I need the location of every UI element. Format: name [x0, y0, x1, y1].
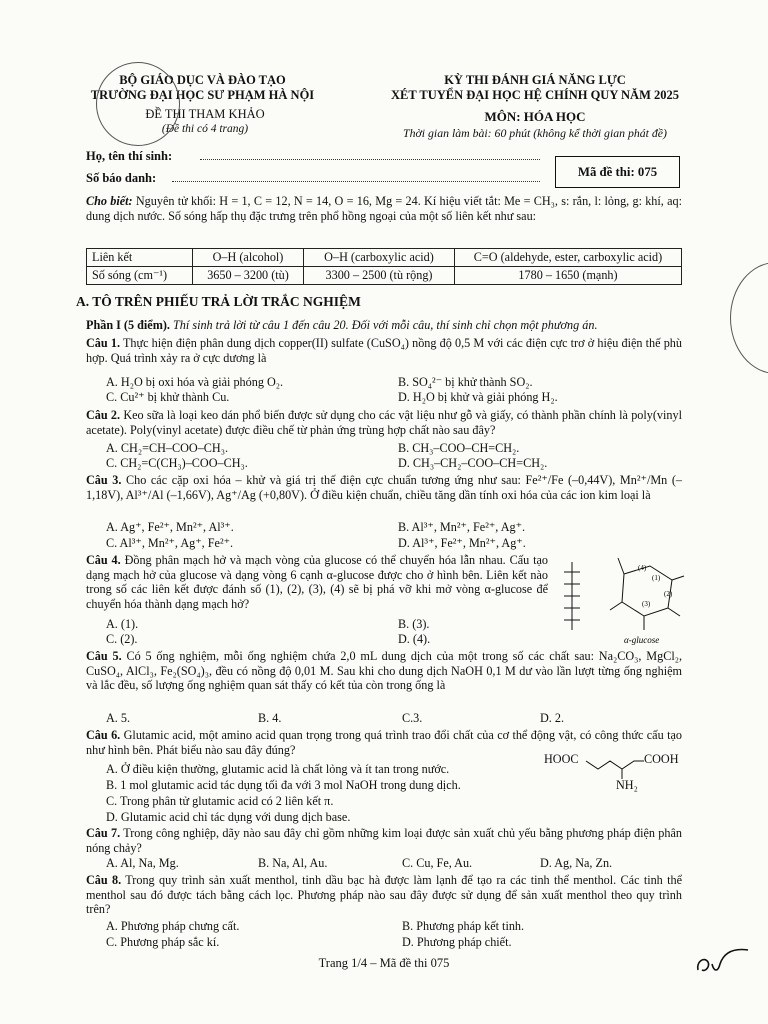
given-lead: Cho biết: — [86, 194, 133, 208]
section-a-heading: A. TÔ TRÊN PHIẾU TRẢ LỜI TRẮC NGHIỆM — [76, 294, 361, 309]
q7-option-d[interactable]: D. Ag, Na, Zn. — [540, 856, 613, 870]
ministry-name: BỘ GIÁO DỤC VÀ ĐÀO TẠO — [119, 73, 286, 87]
q4-option-c[interactable]: C. (2). — [106, 632, 138, 646]
question-text: Cho các cặp oxi hóa – khử và giá trị thế điện cực chuẩn tương ứng như sau: Fe²⁺/Fe (–0,44V), Mn²⁺/Mn (–1,18V), Al³⁺/Al (–1,66V), Ag⁺/Ag (+0,80V). Ở điều kiện chuẩn, chiều tăng dần tính oxi hóa của các ion kim loại là — [86, 473, 682, 502]
question-2-stem — [86, 408, 682, 437]
question-8-stem — [86, 873, 682, 917]
q6-option-b[interactable]: B. 1 mol glutamic acid tác dụng tối đa với 3 mol NaOH trong dung dịch. — [106, 778, 461, 792]
question-number: Câu 1. — [86, 336, 120, 350]
q4-option-d[interactable]: D. (4). — [398, 632, 431, 646]
question-number: Câu 4. — [86, 553, 121, 567]
name-blank[interactable] — [200, 159, 540, 160]
reference-label: ĐỀ THI THAM KHẢO — [145, 107, 265, 121]
q7-option-b[interactable]: B. Na, Al, Au. — [258, 856, 328, 870]
exam-title: KỲ THI ĐÁNH GIÁ NĂNG LỰC — [444, 73, 626, 87]
question-text: Đồng phân mạch hở và mạch vòng của glucose có thể chuyển hóa lẫn nhau. Cấu tạo dạng mạch hở của glucose và dạng vòng 6 cạnh α-glucose được cho ở hình bên. Liên kết nào trong số các liên kết được đánh số (1), (2), (3), (4) sẽ bị phá vỡ khi mở vòng α-glucose để chuyển hóa thành dạng mạch hở? — [86, 553, 548, 611]
struct-nh2: NH₂ — [616, 778, 638, 792]
q4-option-b[interactable]: B. (3). — [398, 617, 430, 631]
q1-option-d[interactable]: D. H₂O bị khử và giải phóng H₂. — [398, 390, 558, 404]
university-name: TRƯỜNG ĐẠI HỌC SƯ PHẠM HÀ NỘI — [90, 88, 315, 102]
part1-text: Thí sinh trả lời từ câu 1 đến câu 20. Đối với mỗi câu, thí sinh chỉ chọn một phương án. — [173, 318, 598, 332]
q6-option-d[interactable]: D. Glutamic acid chỉ tác dụng với dung dịch base. — [106, 810, 351, 824]
name-label: Họ, tên thí sinh: — [86, 149, 173, 163]
given-data — [86, 194, 682, 223]
question-number: Câu 8. — [86, 873, 122, 887]
partial-seal — [730, 262, 768, 374]
q2-option-d[interactable]: D. CH₃–CH₂–COO–CH=CH₂. — [398, 456, 548, 470]
q2-option-b[interactable]: B. CH₃–COO–CH=CH₂. — [398, 441, 520, 455]
time-note: Thời gian làm bài: 60 phút (không kể thời gian phát đề) — [403, 126, 667, 140]
table-row — [87, 249, 682, 267]
glucose-figure — [552, 548, 692, 648]
q1-option-c[interactable]: C. Cu²⁺ bị khử thành Cu. — [106, 390, 230, 404]
question-7-stem — [86, 826, 682, 855]
table-cell: 3300 – 2500 (tù rộng) — [304, 267, 455, 285]
handwritten-signature — [694, 942, 754, 978]
question-text: Thực hiện điện phân dung dịch copper(II) sulfate (CuSO₄) nồng độ 0,5 M với các điện cực trơ ở hiệu điện thế phù hợp. Quá trình xảy ra ở cực dương là — [86, 336, 682, 365]
table-cell: Số sóng (cm⁻¹) — [87, 267, 193, 285]
page-footer: Trang 1/4 – Mã đề thi 075 — [318, 956, 450, 970]
q3-option-d[interactable]: D. Al³⁺, Fe²⁺, Mn²⁺, Ag⁺. — [398, 536, 526, 550]
part1-instruction — [86, 318, 682, 333]
question-5-stem — [86, 649, 682, 693]
id-label: Số báo danh: — [86, 171, 157, 185]
q6-option-a[interactable]: A. Ở điều kiện thường, glutamic acid là chất lỏng và ít tan trong nước. — [106, 762, 450, 776]
bond-label: (3) — [642, 600, 651, 608]
table-cell: O–H (alcohol) — [193, 249, 304, 267]
question-number: Câu 7. — [86, 826, 121, 840]
university-seal — [96, 62, 180, 146]
q4-option-a[interactable]: A. (1). — [106, 617, 139, 631]
table-cell: C=O (aldehyde, ester, carboxylic acid) — [455, 249, 682, 267]
ir-table — [86, 248, 682, 285]
question-1-stem — [86, 336, 682, 365]
q5-option-a[interactable]: A. 5. — [106, 711, 131, 725]
id-blank[interactable] — [172, 181, 540, 182]
table-cell: O–H (carboxylic acid) — [304, 249, 455, 267]
struct-cooh: COOH — [644, 752, 679, 766]
question-text: Trong công nghiệp, dãy nào sau đây chỉ gồm những kim loại được sản xuất chủ yếu bằng phương pháp điện phân nóng chảy? — [86, 826, 682, 855]
subject-title: MÔN: HÓA HỌC — [484, 109, 586, 124]
bond-label: (1) — [652, 574, 661, 582]
q7-option-a[interactable]: A. Al, Na, Mg. — [106, 856, 179, 870]
question-text: Keo sữa là loại keo dán phổ biến được sử dụng cho các vật liệu như gỗ và giấy, có thành phần chính là poly(vinyl acetate). Poly(vinyl acetate) được điều chế từ phản ứng trùng hợp chất nào sau đây? — [86, 408, 682, 437]
table-cell: 3650 – 3200 (tù) — [193, 267, 304, 285]
question-3-stem — [86, 473, 682, 502]
question-4-stem — [86, 553, 548, 611]
q3-option-b[interactable]: B. Al³⁺, Mn²⁺, Fe²⁺, Ag⁺. — [398, 520, 526, 534]
bond-label: (2) — [664, 590, 673, 598]
question-number: Câu 3. — [86, 473, 122, 487]
struct-hooc: HOOC — [544, 752, 579, 766]
q5-option-b[interactable]: B. 4. — [258, 711, 282, 725]
q3-option-c[interactable]: C. Al³⁺, Mn²⁺, Ag⁺, Fe²⁺. — [106, 536, 234, 550]
exam-code: Mã đề thi: 075 — [577, 165, 658, 179]
q7-option-c[interactable]: C. Cu, Fe, Au. — [402, 856, 473, 870]
q8-option-d[interactable]: D. Phương pháp chiết. — [402, 935, 512, 949]
q1-option-b[interactable]: B. SO₄²⁻ bị khử thành SO₂. — [398, 375, 533, 389]
question-text: Có 5 ống nghiệm, mỗi ống nghiệm chứa 2,0 mL dung dịch của một trong số các chất sau: Na₂CO₃, MgCl₂, CuSO₄, AlCl₃, Fe₂(SO₄)₃, đều có nồng độ 0,01 M. Sau khi cho dung dịch NaOH 0,1 M dư vào lần lượt từng ống nghiệm và lắc đều, số lượng ống nghiệm quan sát thấy có kết tủa còn trong ống là — [86, 649, 683, 693]
q8-option-a[interactable]: A. Phương pháp chưng cất. — [106, 919, 240, 933]
q8-option-c[interactable]: C. Phương pháp sắc kí. — [106, 935, 220, 949]
bond-label: (4) — [638, 564, 647, 572]
exam-subtitle: XÉT TUYỂN ĐẠI HỌC HỆ CHÍNH QUY NĂM 2025 — [391, 88, 679, 102]
q8-option-b[interactable]: B. Phương pháp kết tinh. — [402, 919, 525, 933]
q1-option-a[interactable]: A. H₂O bị oxi hóa và giải phóng O₂. — [106, 375, 284, 389]
q6-option-c[interactable]: C. Trong phân tử glutamic acid có 2 liên kết π. — [106, 794, 334, 808]
part1-lead: Phần I (5 điểm). — [86, 318, 170, 332]
question-text: Trong quy trình sản xuất menthol, tinh dầu bạc hà được làm lạnh để tạo ra các tinh thể menthol. Các tinh thể menthol sau đó được tách bằng cách lọc. Phương pháp nào sau đây được sử dụng để sản xuất menthol theo quy trình trên? — [86, 873, 682, 917]
glutamic-acid-skeleton — [584, 752, 646, 780]
table-row — [87, 267, 682, 285]
exam-code-box — [555, 156, 680, 188]
table-cell: 1780 – 1650 (mạnh) — [455, 267, 682, 285]
q2-option-c[interactable]: C. CH₂=C(CH₃)–COO–CH₃. — [106, 456, 248, 470]
pages-note: (Đề thi có 4 trang) — [161, 123, 249, 135]
q5-option-c[interactable]: C.3. — [402, 711, 423, 725]
question-number: Câu 6. — [86, 728, 121, 742]
q2-option-a[interactable]: A. CH₂=CH–COO–CH₃. — [106, 441, 229, 455]
figure-caption: α-glucose — [624, 635, 660, 645]
question-number: Câu 2. — [86, 408, 121, 422]
q5-option-d[interactable]: D. 2. — [540, 711, 565, 725]
question-text: Glutamic acid, một amino acid quan trọng trong quá trình trao đổi chất của cơ thể động vật, có công thức cấu tạo như hình bên. Phát biểu nào sau đây đúng? — [86, 728, 682, 757]
table-cell: Liên kết — [87, 249, 193, 267]
given-text: Nguyên tử khối: H = 1, C = 12, N = 14, O = 16, Mg = 24. Kí hiệu viết tắt: Me = CH₃, s: rắn, l: lỏng, g: khí, aq: dung dịch nước. Số sóng hấp thụ đặc trưng trên phổ hồng ngoại của một số liên kết như sau: — [86, 194, 682, 223]
q3-option-a[interactable]: A. Ag⁺, Fe²⁺, Mn²⁺, Al³⁺. — [106, 520, 234, 534]
question-number: Câu 5. — [86, 649, 122, 663]
